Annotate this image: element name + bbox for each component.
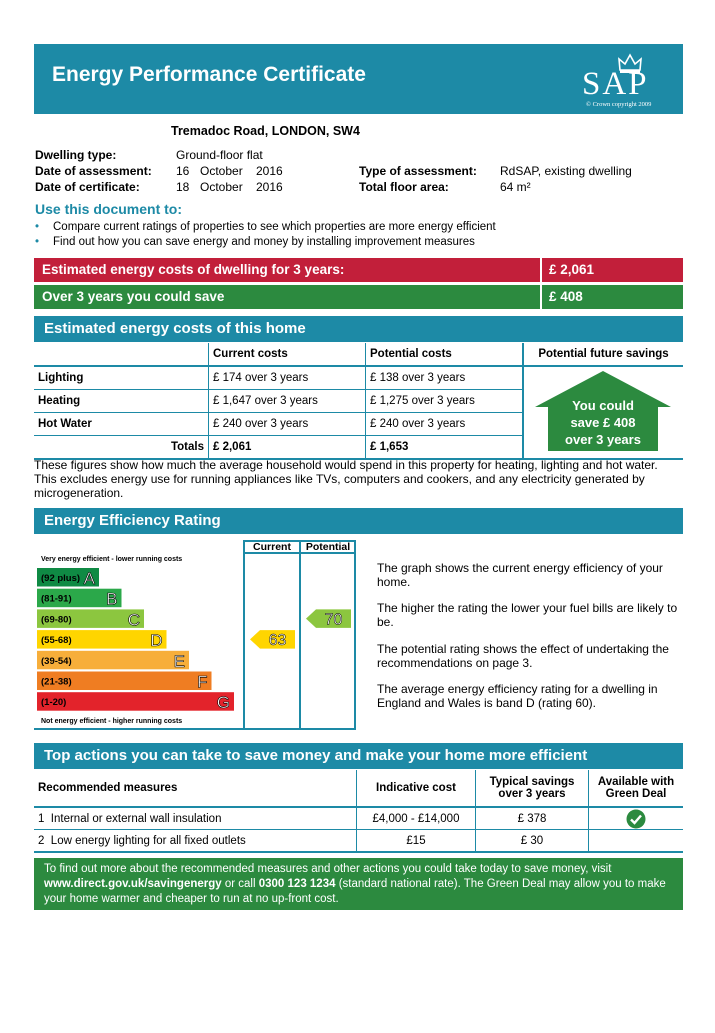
table-row: Heating £ 1,647 over 3 years £ 1,275 over 3 years [34,390,683,413]
totals-row: Totals £ 2,061 £ 1,653 [34,436,683,460]
rating-band-range: (55-68) [41,635,72,647]
table-row: Lighting £ 174 over 3 years £ 138 over 3 years You could save £ 408 over 3 years [34,366,683,390]
costs-note: These figures show how much the average household would spend in this property for heating, lighting and hot water. This excludes energy use for running appliances like TVs, computers and cookers, and any electricity generated by microgeneration. [34,458,658,500]
rating-band-letter: C [127,610,140,630]
certificate-title: Energy Performance Certificate [52,63,366,86]
type-assessment-label: Type of assessment: [359,164,477,178]
date-assessment-year: 2016 [256,164,283,178]
date-certificate-year: 2016 [256,180,283,194]
property-address: Tremadoc Road, LONDON, SW4 [171,124,360,138]
rating-band-g [37,692,234,711]
rating-band-letter: E [173,651,185,671]
rating-band-range: (21-38) [41,676,72,688]
rating-paragraph: The higher the rating the lower your fuel bills are likely to be. [377,601,678,629]
rating-band-letter: D [150,631,163,651]
savings-line-1: You could [572,398,634,413]
current-rating-marker-label: 63 [268,632,287,650]
rating-band-range: (69-80) [41,614,72,626]
sap-logo [582,52,672,110]
footer-info: To find out more about the recommended measures and other actions you could take today to save money, visit www.direct.gov.uk/savingenergy or call 0300 123 1234 (standard national rate). The Green Deal may allow you to make your home warmer and cheaper to run at no up-front cost. [34,858,683,910]
rating-band-letter: F [197,672,208,692]
use-bullet: • Find out how you can save energy and money by installing improvement measures [35,236,475,248]
col-typical-savings: Typical savings over 3 years [476,770,589,807]
rating-paragraph: The average energy efficiency rating for a dwelling in England and Wales is band D (rating 60). [377,682,658,710]
table-row: Hot Water £ 240 over 3 years £ 240 over 3 years [34,413,683,436]
energy-cost-label: Estimated energy costs of dwelling for 3 years: [42,262,345,277]
col-potential-savings: Potential future savings [523,343,683,366]
date-certificate-label: Date of certificate: [35,180,140,194]
dwelling-type-label: Dwelling type: [35,148,117,162]
col-current-rating: Current [253,541,291,553]
rating-band-letter: B [106,589,118,609]
date-assessment-label: Date of assessment: [35,164,152,178]
rating-band-letter: A [83,569,95,588]
floor-area-value: 64 m² [500,180,531,194]
bullet-icon: • [35,236,40,248]
savings-value: £ 408 [540,285,583,309]
potential-rating-marker-label: 70 [324,611,343,629]
col-current-costs: Current costs [209,343,366,366]
energy-rating-svg [34,540,357,730]
date-certificate-month: October [200,180,243,194]
energy-rating-chart [34,540,357,730]
bullet-icon: • [35,221,40,233]
savings-band [34,285,683,309]
col-measures: Recommended measures [34,770,357,807]
sap-logo-text: SAP [582,66,649,102]
rating-paragraph: The graph shows the current energy efficiency of your home. [377,561,663,589]
date-assessment-day: 16 [176,164,190,178]
savings-house-icon [524,367,682,455]
use-document-heading: Use this document to: [35,201,183,217]
rating-band-range: (1-20) [41,697,67,709]
col-green-deal: Available with Green Deal [589,770,684,807]
date-certificate-day: 18 [176,180,190,194]
table-row: 1 Internal or external wall insulation £4,000 - £14,000 £ 378 [34,807,683,830]
type-assessment-value: RdSAP, existing dwelling [500,164,632,178]
costs-table [34,343,683,460]
actions-table [34,770,683,853]
floor-area-label: Total floor area: [359,180,449,194]
rating-band-range: (92 plus) [41,573,81,584]
savingenergy-link[interactable]: www.direct.gov.uk/savingenergy [44,878,222,890]
savings-line-2: save £ 408 [570,415,636,430]
table-row: 2 Low energy lighting for all fixed outlets £15 £ 30 [34,830,683,853]
certificate-header [34,44,683,114]
energy-cost-band [34,258,683,282]
col-indicative-cost: Indicative cost [357,770,476,807]
savings-line-3: over 3 years [565,432,641,447]
date-assessment-month: October [200,164,243,178]
savings-label: Over 3 years you could save [42,289,225,304]
rating-band-letter: G [216,693,230,713]
use-bullet: • Compare current ratings of properties to see which properties are more energy efficient [35,221,496,233]
bottom-efficiency-label: Not energy efficient - higher running costs [41,718,183,725]
rating-paragraph: The potential rating shows the effect of undertaking the recommendations on page 3. [377,642,669,670]
col-potential-rating: Potential [305,541,351,553]
crown-copyright: © Crown copyright 2009 [586,101,652,108]
rating-band-range: (81-91) [41,593,72,605]
check-icon [626,809,646,829]
energy-cost-value: £ 2,061 [540,258,594,282]
rating-band-range: (39-54) [41,655,72,667]
costs-section-heading: Estimated energy costs of this home [34,316,683,342]
rating-section-heading: Energy Efficiency Rating [34,508,683,534]
dwelling-type-value: Ground-floor flat [176,148,263,162]
actions-section-heading: Top actions you can take to save money and make your home more efficient [34,743,683,769]
phone-number: 0300 123 1234 [258,878,336,890]
col-potential-costs: Potential costs [366,343,524,366]
top-efficiency-label: Very energy efficient - lower running costs [41,556,183,563]
